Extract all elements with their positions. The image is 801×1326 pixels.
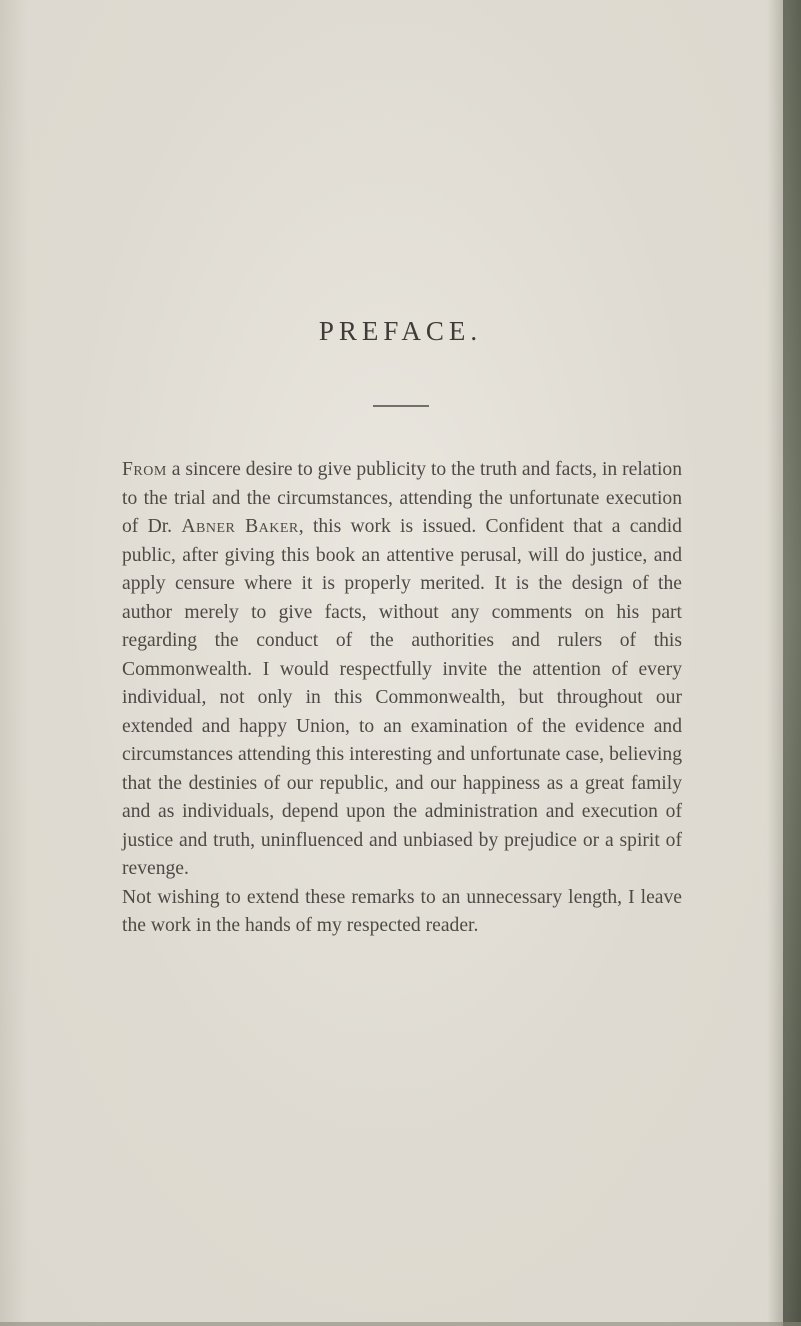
person-name: Abner Baker <box>181 516 299 537</box>
paragraph-1-text-a: a sincere desire to give publicity to the truth and facts, in relation to the trial and the circumstances, attending the unfortunate execution of Dr. <box>122 459 682 537</box>
page-edge-shadow <box>783 0 801 1326</box>
preface-paragraph-1 <box>106 456 682 884</box>
preface-paragraph-2: Not wishing to extend these remarks to an unnecessary length, I leave the work in the hands of my respected reader. <box>122 886 682 936</box>
preface-body <box>106 456 682 941</box>
title-rule-divider <box>373 405 429 407</box>
page-bottom-edge <box>0 1322 801 1326</box>
paragraph-1-text-b: , this work is issued. Confident that a candid public, after giving this book an attentive perusal, will do justice, and apply censure where it is properly merited. It is the design of the author merely to give facts, without any comments on his part regarding the conduct of the authorities and rulers of this Commonwealth. I would respectfully invite the attention of every individual, not only in this Commonwealth, but throughout our extended and happy Union, to an examination of the evidence and circumstances attending this interesting and unfortunate case, believing that the destinies of our republic, and our happiness as a great family and as individuals, depend upon the administration and execution of justice and truth, uninfluenced and unbiased by prejudice or a spirit of revenge. <box>122 516 682 879</box>
drop-word: From <box>122 459 167 480</box>
page-title: PREFACE. <box>318 316 483 347</box>
